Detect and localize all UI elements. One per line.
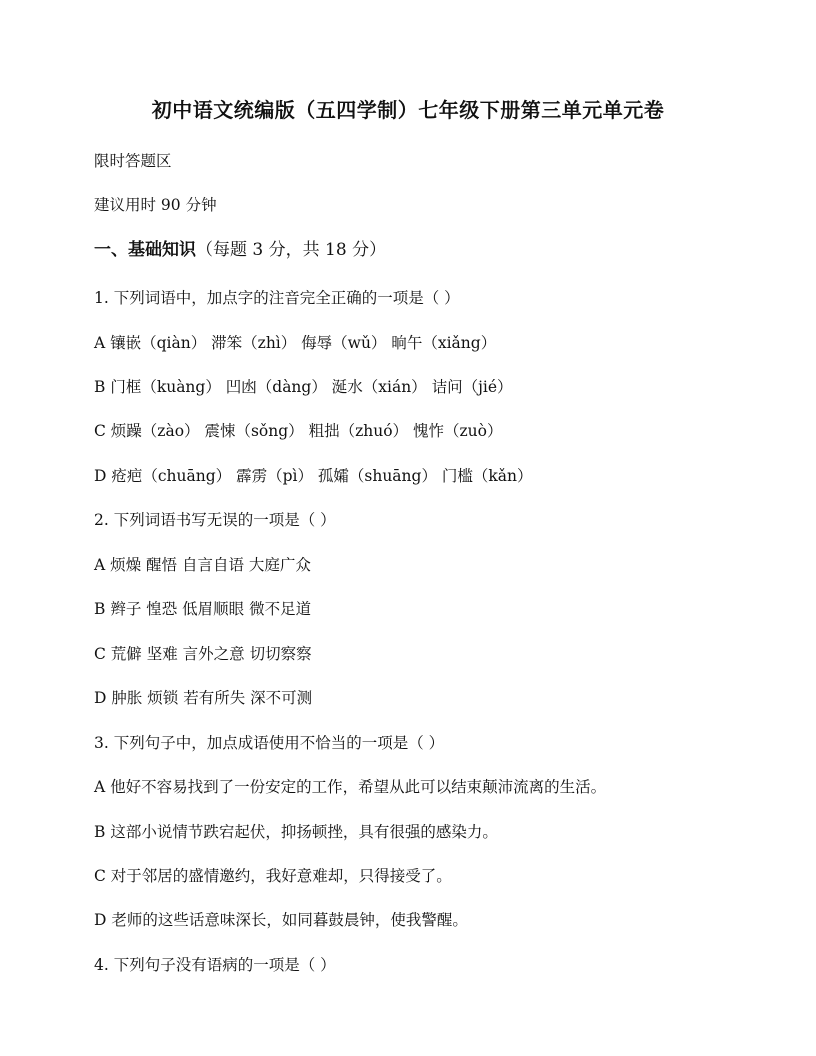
section-heading (94, 240, 386, 260)
page-title: 初中语文统编版（五四学制）七年级下册第三单元单元卷 (151, 98, 665, 122)
question-option: D 老师的这些话意味深长，如同暮鼓晨钟，使我警醒。 (94, 911, 468, 929)
suggested-time: 建议用时 90 分钟 (94, 196, 217, 214)
question-option: D 肿胀 烦锁 若有所失 深不可测 (94, 689, 313, 707)
question-option: B 辫子 惶恐 低眉顺眼 微不足道 (94, 600, 312, 618)
question-option: A 他好不容易找到了一份安定的工作，希望从此可以结束颠沛流离的生活。 (94, 778, 607, 796)
question-stem: 2. 下列词语书写无误的一项是（ ） (94, 511, 336, 529)
answer-area-label: 限时答题区 (94, 152, 172, 170)
section-score-note: （每题 3 分，共 18 分） (196, 240, 387, 260)
question-option: B 这部小说情节跌宕起伏，抑扬顿挫，具有很强的感染力。 (94, 823, 498, 841)
question-option: D 疮疤（chuāng） 霹雳（pì） 孤孀（shuāng） 门槛（kǎn） (94, 467, 533, 485)
section-title: 一、基础知识 (94, 240, 196, 260)
question-stem: 4. 下列句子没有语病的一项是（ ） (94, 956, 336, 974)
question-option: C 烦躁（zào） 震悚（sǒng） 粗拙（zhuó） 愧怍（zuò） (94, 422, 503, 440)
question-option: C 对于邻居的盛情邀约，我好意难却，只得接受了。 (94, 867, 452, 885)
question-option: C 荒僻 坚难 言外之意 切切察察 (94, 645, 312, 663)
question-option: B 门框（kuàng） 凹凼（dàng） 涎水（xián） 诘问（jié） (94, 378, 513, 396)
question-option: A 镶嵌（qiàn） 滞笨（zhì） 侮辱（wǔ） 晌午（xiǎng） (94, 334, 497, 352)
question-stem: 1. 下列词语中，加点字的注音完全正确的一项是（ ） (94, 289, 460, 307)
question-stem: 3. 下列句子中，加点成语使用不恰当的一项是（ ） (94, 734, 445, 752)
question-option: A 烦燥 醒悟 自言自语 大庭广众 (94, 556, 311, 574)
